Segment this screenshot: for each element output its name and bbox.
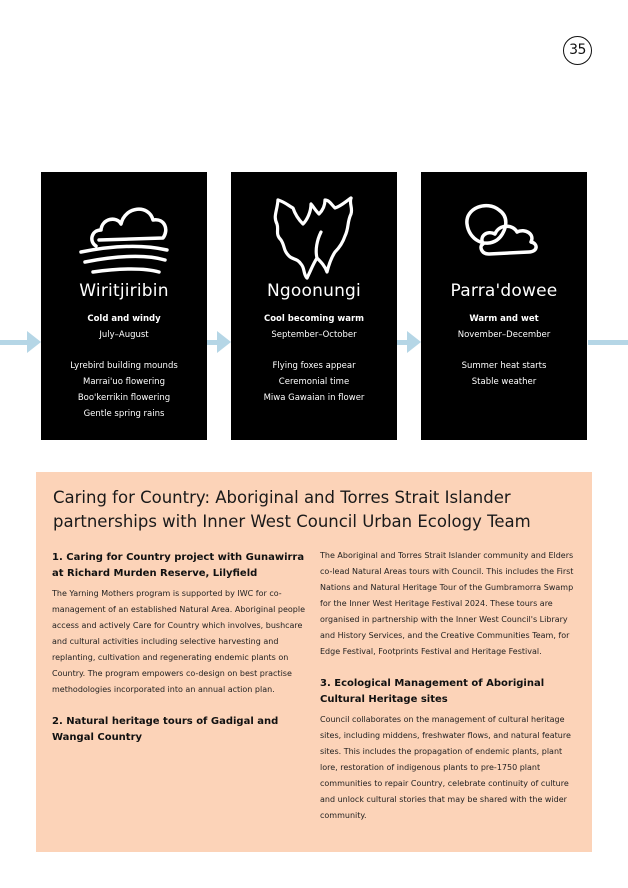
season-months: November–December — [457, 330, 551, 340]
timeline-line-start — [0, 340, 28, 345]
item-body: The Yarning Mothers program is supported by IWC for co-management of an established Natural Area. Aboriginal people access and actively Care for Country which involves, bushcare and cultural activities including selective harvesting and replanting, cultivation and regenerating endemic plants on Country. The program empowers co-design on best practise methodologies incorporated into an annual action plan. — [52, 589, 305, 694]
item-heading: 2. Natural heritage tours of Gadigal and Wangal Country — [52, 716, 279, 743]
season-months: July–August — [99, 330, 149, 340]
season-name: Wiritjiribin — [79, 281, 169, 301]
item-heading: 3. Ecological Management of Aboriginal Cultural Heritage sites — [320, 678, 545, 705]
season-event: Marrai'uo flowering — [83, 377, 165, 387]
season-card-wiritjiribin — [41, 172, 207, 440]
item-body: Council collaborates on the management of cultural heritage sites, including middens, freshwater flows, and natural feature sites. This includes the propagation of endemic plants, plant lore, restoration of indigenous plants to pre-1750 plant communities to repair Country, celebrate continuity of culture and unlock cultural stories that may be shared with the wider community. — [320, 715, 571, 820]
season-event: Miwa Gawaian in flower — [263, 393, 365, 403]
sun-and-cloud-icon — [421, 194, 587, 284]
season-description: Cool becoming warm — [263, 314, 365, 324]
timeline-arrow-icon — [27, 331, 41, 353]
season-event: Ceremonial time — [278, 377, 350, 387]
season-event: Boo'kerrikin flowering — [77, 393, 171, 403]
season-events-list — [231, 358, 397, 406]
season-events-list — [421, 358, 587, 390]
season-name: Parra'dowee — [450, 281, 558, 301]
panel-column-right — [320, 548, 578, 824]
season-description: Cold and windy — [87, 314, 161, 324]
season-months: September–October — [271, 330, 357, 340]
season-description: Warm and wet — [469, 314, 539, 324]
season-event: Flying foxes appear — [272, 361, 356, 371]
timeline-arrow-icon — [217, 331, 231, 353]
season-card-ngoonungi — [231, 172, 397, 440]
flying-fox-icon — [231, 194, 397, 284]
season-event: Gentle spring rains — [83, 409, 165, 419]
season-event: Stable weather — [471, 377, 537, 387]
panel-column-left — [52, 550, 310, 750]
season-event: Summer heat starts — [461, 361, 547, 371]
season-events-list — [41, 358, 207, 422]
cloud-and-wind-icon — [41, 194, 207, 284]
caring-for-country-panel — [36, 472, 592, 852]
page-number-badge: 35 — [563, 36, 592, 65]
season-event: Lyrebird building mounds — [70, 361, 178, 371]
season-card-parradowee — [421, 172, 587, 440]
item-body: The Aboriginal and Torres Strait Islander community and Elders co-lead Natural Areas tours with Council. This includes the First Nations and Natural Heritage Tour of the Gumbramorra Swamp for the Inner West Heritage Festival 2024. These tours are organised in partnership with the Inner West Council's Library and History Services, and the Creative Communities Team, for Edge Festival, Footprints Festival and Heritage Festival. — [320, 551, 574, 656]
timeline-line-end — [588, 340, 628, 345]
panel-title: Caring for Country: Aboriginal and Torres Strait Islander partnerships with Inner West Council Urban Ecology Team — [53, 488, 531, 531]
timeline-arrow-icon — [407, 331, 421, 353]
season-name: Ngoonungi — [267, 281, 361, 301]
item-heading: 1. Caring for Country project with Gunawirra at Richard Murden Reserve, Lilyfield — [52, 552, 305, 579]
